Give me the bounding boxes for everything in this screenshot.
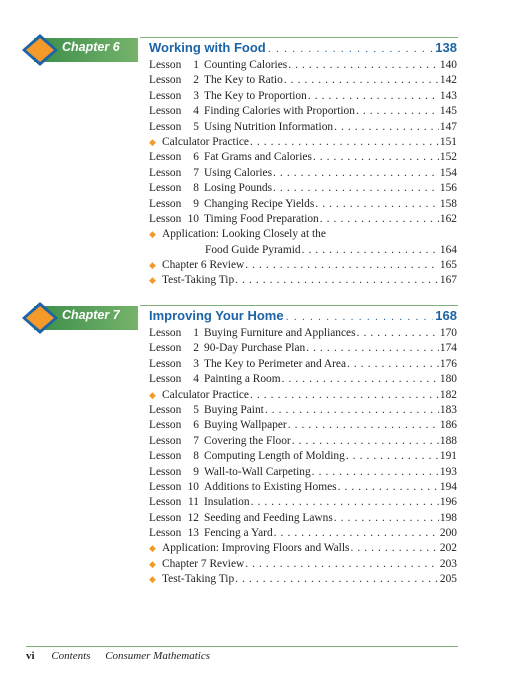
entry-title: Painting a Room bbox=[204, 373, 281, 386]
entry-page-number: 156 bbox=[439, 182, 457, 195]
leader-dots bbox=[356, 104, 439, 119]
entry-title: Buying Wallpaper bbox=[204, 419, 287, 432]
diamond-bullet-icon: ◆ bbox=[149, 574, 156, 585]
toc-lesson-entry[interactable] bbox=[149, 58, 457, 73]
entry-page-number: 151 bbox=[439, 135, 457, 148]
entry-page-number: 186 bbox=[439, 419, 457, 432]
chapter-rule bbox=[140, 305, 458, 306]
lesson-word: Lesson bbox=[149, 450, 182, 463]
toc-lesson-entry[interactable] bbox=[149, 181, 457, 196]
entry-page-number: 198 bbox=[439, 511, 457, 524]
entry-page-number: 140 bbox=[439, 59, 457, 71]
toc-feature-entry[interactable] bbox=[149, 572, 457, 587]
entry-title: Using Calories bbox=[204, 166, 273, 179]
diamond-bullet-icon: ◆ bbox=[149, 275, 156, 286]
lesson-word: Lesson bbox=[149, 151, 182, 164]
entry-page-number: 182 bbox=[439, 388, 457, 401]
toc-lesson-entry[interactable] bbox=[149, 89, 457, 104]
leader-dots bbox=[306, 341, 439, 356]
entry-title: Changing Recipe Yields bbox=[204, 197, 315, 210]
entry-title: Covering the Floor bbox=[204, 434, 291, 447]
lesson-word: Lesson bbox=[149, 419, 182, 432]
footer-rule bbox=[26, 646, 458, 647]
lesson-word: Lesson bbox=[149, 480, 182, 493]
leader-dots bbox=[274, 526, 439, 541]
entry-page-number: 194 bbox=[439, 480, 457, 493]
chapter-page: 138 bbox=[435, 40, 457, 55]
leader-dots bbox=[292, 434, 439, 449]
leader-dots bbox=[320, 212, 439, 227]
lesson-number: 8 bbox=[193, 450, 199, 463]
lesson-word: Lesson bbox=[149, 105, 182, 118]
entry-title: Test-Taking Tip bbox=[162, 274, 235, 287]
leader-dots bbox=[250, 135, 439, 150]
entry-page-number: 202 bbox=[439, 542, 457, 555]
lesson-number: 8 bbox=[193, 182, 199, 195]
lesson-word: Lesson bbox=[149, 197, 182, 210]
leader-dots bbox=[288, 418, 439, 433]
leader-dots bbox=[334, 511, 439, 526]
leader-dots bbox=[273, 166, 439, 181]
leader-dots bbox=[265, 403, 439, 418]
entry-page-number: 165 bbox=[439, 259, 457, 272]
leader-dots bbox=[250, 388, 439, 403]
lesson-word: Lesson bbox=[149, 527, 182, 540]
leader-dots bbox=[313, 150, 439, 165]
lesson-number: 12 bbox=[187, 511, 199, 524]
entry-title: Application: Improving Floors and Walls bbox=[162, 542, 350, 555]
lesson-number: 2 bbox=[193, 74, 199, 87]
entry-title: Food Guide Pyramid bbox=[205, 243, 301, 256]
chapter-page: 168 bbox=[435, 308, 457, 323]
lesson-number: 4 bbox=[193, 105, 199, 118]
toc-feature-entry[interactable] bbox=[149, 388, 457, 403]
leader-dots bbox=[251, 495, 439, 510]
entry-page-number: 183 bbox=[439, 403, 457, 416]
toc-feature-entry[interactable] bbox=[149, 541, 457, 556]
leader-dots bbox=[308, 89, 439, 104]
leader-dots bbox=[334, 120, 439, 135]
lesson-number: 11 bbox=[188, 496, 199, 509]
entry-page-number: 205 bbox=[439, 573, 457, 586]
entry-title: The Key to Proportion bbox=[204, 89, 307, 102]
chapter-6-entries bbox=[149, 58, 457, 289]
chapter-rule bbox=[140, 37, 458, 38]
entry-page-number: 162 bbox=[439, 212, 457, 225]
entry-title: Timing Food Preparation bbox=[204, 212, 319, 225]
diamond-bullet-icon: ◆ bbox=[149, 136, 156, 147]
toc-lesson-entry[interactable] bbox=[149, 104, 457, 119]
lesson-number: 10 bbox=[187, 480, 199, 493]
entry-page-number: 200 bbox=[439, 527, 457, 540]
chapter-title-row[interactable] bbox=[149, 308, 457, 323]
page-footer bbox=[26, 650, 222, 662]
lesson-number: 5 bbox=[193, 120, 199, 133]
toc-lesson-entry[interactable] bbox=[149, 511, 457, 526]
lesson-word: Lesson bbox=[149, 465, 182, 478]
lesson-word: Lesson bbox=[149, 59, 182, 71]
entry-title: 90-Day Purchase Plan bbox=[204, 342, 306, 355]
entry-title: Losing Pounds bbox=[204, 182, 273, 195]
chapter-tab-label: Chapter 7 bbox=[62, 308, 120, 322]
entry-page-number: 147 bbox=[439, 120, 457, 133]
lesson-number: 10 bbox=[187, 212, 199, 225]
entry-title: Buying Paint bbox=[204, 403, 264, 416]
leader-dots bbox=[235, 273, 439, 288]
lesson-number: 5 bbox=[193, 403, 199, 416]
entry-title: Insulation bbox=[204, 496, 250, 509]
entry-title: Calculator Practice bbox=[162, 135, 249, 148]
toc-lesson-entry[interactable] bbox=[149, 526, 457, 541]
footer-section: Contents bbox=[51, 650, 91, 662]
lesson-word: Lesson bbox=[149, 357, 182, 370]
footer-book-title: Consumer Mathematics bbox=[105, 650, 210, 662]
entry-page-number: 176 bbox=[439, 357, 457, 370]
lesson-number: 1 bbox=[193, 59, 199, 71]
entry-title: Computing Length of Molding bbox=[204, 450, 345, 463]
toc-lesson-entry[interactable] bbox=[149, 434, 457, 449]
diamond-bullet-icon: ◆ bbox=[149, 558, 156, 569]
entry-page-number: 191 bbox=[439, 450, 457, 463]
toc-lesson-entry[interactable] bbox=[149, 449, 457, 464]
diamond-bullet-icon: ◆ bbox=[149, 543, 156, 554]
lesson-number: 6 bbox=[193, 419, 199, 432]
leader-dots bbox=[284, 73, 439, 88]
lesson-word: Lesson bbox=[149, 74, 182, 87]
entry-title: Fencing a Yard bbox=[204, 527, 273, 540]
toc-feature-entry[interactable] bbox=[149, 243, 457, 258]
entry-title: Application: Looking Closely at the bbox=[162, 228, 326, 241]
entry-title: The Key to Perimeter and Area bbox=[204, 357, 347, 370]
lesson-word: Lesson bbox=[149, 327, 182, 339]
toc-lesson-entry[interactable] bbox=[149, 212, 457, 227]
leader-dots bbox=[273, 181, 439, 196]
entry-title: Buying Furniture and Appliances bbox=[204, 327, 356, 339]
entry-title: Chapter 7 Review bbox=[162, 557, 245, 570]
lesson-word: Lesson bbox=[149, 496, 182, 509]
lesson-number: 3 bbox=[193, 357, 199, 370]
leader-dots bbox=[346, 449, 439, 464]
lesson-number: 9 bbox=[193, 197, 199, 210]
entry-title: Chapter 6 Review bbox=[162, 259, 245, 272]
leader-dots bbox=[302, 243, 439, 258]
entry-page-number: 180 bbox=[439, 373, 457, 386]
entry-title: Using Nutrition Information bbox=[204, 120, 334, 133]
lesson-word: Lesson bbox=[149, 166, 182, 179]
lesson-number: 7 bbox=[193, 434, 199, 447]
entry-title: Fat Grams and Calories bbox=[204, 151, 312, 164]
lesson-word: Lesson bbox=[149, 403, 182, 416]
toc-feature-entry[interactable] bbox=[149, 273, 457, 288]
entry-page-number: 154 bbox=[439, 166, 457, 179]
toc-lesson-entry[interactable] bbox=[149, 120, 457, 135]
leader-dots bbox=[245, 258, 439, 273]
leader-dots bbox=[282, 372, 439, 387]
entry-title: The Key to Ratio bbox=[204, 74, 283, 87]
entry-title: Calculator Practice bbox=[162, 388, 249, 401]
entry-page-number: 145 bbox=[439, 105, 457, 118]
lesson-word: Lesson bbox=[149, 342, 182, 355]
leader-dots bbox=[235, 572, 439, 587]
diamond-bullet-icon: ◆ bbox=[149, 389, 156, 400]
lesson-number: 7 bbox=[193, 166, 199, 179]
entry-page-number: 167 bbox=[439, 274, 457, 287]
toc-lesson-entry[interactable] bbox=[149, 166, 457, 181]
lesson-word: Lesson bbox=[149, 89, 182, 102]
leader-dots bbox=[357, 326, 439, 341]
lesson-number: 4 bbox=[193, 373, 199, 386]
entry-title: Wall-to-Wall Carpeting bbox=[204, 465, 311, 478]
toc-feature-entry[interactable] bbox=[149, 258, 457, 273]
chapter-title-row[interactable] bbox=[149, 40, 457, 55]
lesson-word: Lesson bbox=[149, 182, 182, 195]
lesson-number: 6 bbox=[193, 151, 199, 164]
diamond-bullet-icon: ◆ bbox=[149, 229, 156, 240]
entry-page-number: 152 bbox=[439, 151, 457, 164]
entry-page-number: 193 bbox=[439, 465, 457, 478]
toc-feature-entry[interactable] bbox=[149, 227, 457, 242]
toc-lesson-entry[interactable] bbox=[149, 197, 457, 212]
footer-page-number: vi bbox=[26, 650, 35, 662]
lesson-number: 9 bbox=[193, 465, 199, 478]
toc-lesson-entry[interactable] bbox=[149, 418, 457, 433]
lesson-word: Lesson bbox=[149, 434, 182, 447]
lesson-word: Lesson bbox=[149, 212, 182, 225]
toc-lesson-entry[interactable] bbox=[149, 480, 457, 495]
lesson-number: 1 bbox=[193, 327, 199, 339]
toc-lesson-entry[interactable] bbox=[149, 495, 457, 510]
lesson-word: Lesson bbox=[149, 120, 182, 133]
entry-page-number: 143 bbox=[439, 89, 457, 102]
toc-lesson-entry[interactable] bbox=[149, 73, 457, 88]
entry-page-number: 170 bbox=[439, 327, 457, 339]
chapter-title: Working with Food bbox=[149, 40, 266, 55]
lesson-number: 3 bbox=[193, 89, 199, 102]
entry-page-number: 142 bbox=[439, 74, 457, 87]
toc-feature-entry[interactable] bbox=[149, 557, 457, 572]
toc-feature-entry[interactable] bbox=[149, 135, 457, 150]
leader-dots bbox=[288, 58, 439, 73]
entry-page-number: 164 bbox=[439, 243, 457, 256]
lesson-word: Lesson bbox=[149, 511, 182, 524]
lesson-number: 13 bbox=[187, 527, 199, 540]
lesson-number: 2 bbox=[193, 342, 199, 355]
leader-dots bbox=[338, 480, 439, 495]
entry-page-number: 174 bbox=[439, 342, 457, 355]
entry-title: Test-Taking Tip bbox=[162, 573, 235, 586]
chapter-tab-label: Chapter 6 bbox=[62, 40, 120, 54]
chapter-7-entries bbox=[149, 326, 457, 588]
toc-lesson-entry[interactable] bbox=[149, 341, 457, 356]
chapter-6-tab bbox=[22, 34, 138, 66]
entry-page-number: 196 bbox=[439, 496, 457, 509]
toc-lesson-entry[interactable] bbox=[149, 465, 457, 480]
leader-dots bbox=[286, 311, 434, 323]
leader-dots bbox=[315, 197, 439, 212]
toc-lesson-entry[interactable] bbox=[149, 150, 457, 165]
toc-lesson-entry[interactable] bbox=[149, 403, 457, 418]
diamond-bullet-icon: ◆ bbox=[149, 260, 156, 271]
entry-title: Additions to Existing Homes bbox=[204, 480, 337, 493]
leader-dots bbox=[350, 541, 438, 556]
toc-lesson-entry[interactable] bbox=[149, 326, 457, 341]
entry-page-number: 203 bbox=[439, 557, 457, 570]
leader-dots bbox=[347, 357, 439, 372]
entry-title: Finding Calories with Proportion bbox=[204, 105, 355, 118]
entry-title: Seeding and Feeding Lawns bbox=[204, 511, 333, 524]
toc-lesson-entry[interactable] bbox=[149, 372, 457, 387]
leader-dots bbox=[312, 465, 439, 480]
toc-lesson-entry[interactable] bbox=[149, 357, 457, 372]
lesson-word: Lesson bbox=[149, 373, 182, 386]
entry-page-number: 158 bbox=[439, 197, 457, 210]
leader-dots bbox=[268, 43, 434, 55]
leader-dots bbox=[245, 557, 439, 572]
entry-page-number: 188 bbox=[439, 434, 457, 447]
entry-title: Counting Calories bbox=[204, 59, 288, 71]
chapter-title: Improving Your Home bbox=[149, 308, 284, 323]
chapter-7-tab bbox=[22, 302, 138, 334]
